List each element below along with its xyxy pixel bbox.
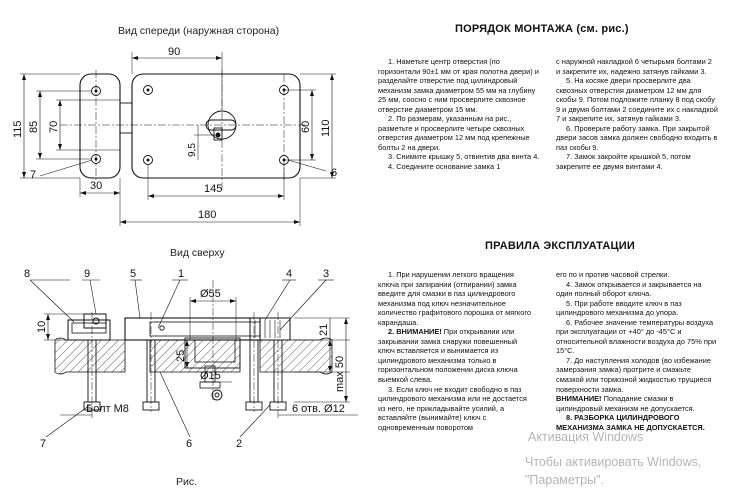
operation-col2 [556, 270, 718, 432]
operation-rule: 1. При нарушении легкого вращения ключа при запирании (отпирании) замка введите для смазки в паз цилиндрового механизма под ключ незначительное количество графитового порошка от мягкого карандаша. [378, 270, 531, 327]
callout-9: 9 [84, 268, 91, 280]
assembly-step: 6. Проверьте работу замка. При закрытой двери засов замка должен свободно входить в паз скобы 9. [556, 123, 718, 152]
callout-1: 1 [178, 268, 185, 280]
operation-col1 [378, 270, 535, 432]
assembly-col2 [556, 57, 718, 172]
activation-watermark-line2: Чтобы активировать Windows, [525, 455, 702, 469]
dim-180: 180 [198, 209, 217, 221]
bolt-label: Болт М8 [86, 403, 129, 415]
dim-90: 90 [168, 46, 181, 58]
callout-2: 2 [236, 438, 243, 450]
callout-4: 4 [286, 268, 293, 280]
operation-rule: 7. До наступления холодов (во избежание замерзания замка) протрите и смажьте смазкой или тормозной жидкостью трущиеся поверхности замка. [556, 355, 712, 394]
callout-7: 7 [30, 169, 37, 181]
figure-caption: Рис. [176, 476, 198, 488]
callout-6: 6 [186, 438, 193, 450]
dim-21: 21 [318, 323, 330, 336]
assembly-step: с наружной накладкой 6 четырьмя болтами 2 и закрепите их, надежно затянув гайками 3. [556, 57, 712, 76]
dim-85: 85 [28, 120, 40, 133]
callout-3: 3 [323, 268, 330, 280]
assembly-step: 5. На косяке двери просверлите два сквозных отверстия диаметром 12 мм для скобы 9. Потом подложите планку 8 под скобу 9 и двумя болтами 2 соедините их с накладкой 7 и закрепите их, затянув гайками 3. [556, 76, 718, 124]
assembly-step: 1. Наметьте центр отверстия (по горизонтали 90±1 мм от края полотна двери) и разделайте отверстие под цилиндровый механизм замка диаметром 55 мм на глубину 25 мм, соосно с ним просверлите сквозное отверстие диаметром 15 мм. [378, 57, 539, 114]
dim-max50: max 50 [334, 355, 346, 392]
dim-30: 30 [90, 180, 103, 192]
holes-label: 6 отв. Ø12 [292, 403, 345, 415]
operation-title: ПРАВИЛА ЭКСПЛУАТАЦИИ [485, 240, 635, 252]
top-view-caption: Вид сверху [170, 247, 225, 259]
operation-rule: его по и против часовой стрелки. [556, 270, 670, 279]
dim-70: 70 [48, 120, 60, 133]
operation-rule: 3. Если ключ не входит свободно в паз цилиндрового механизма или не достается из него, не прикладывайте усилий, а вставляйте (вынимайте) ключ с одновременным поворотом [378, 384, 527, 432]
operation-rule: 5. При работе вводите ключ в паз цилиндрового механизма до упора. [556, 298, 682, 318]
strike-bracket [84, 314, 106, 328]
assembly-step: 3. Снимите крышку 5, отвинтив два винта 4. [388, 152, 540, 162]
operation-rule: 6. Рабочее значение температуры воздуха при эксплуатации от +40° до -45°С и относительной влажности воздуха до 75% при 15°С. [556, 317, 717, 356]
bolt-stub [120, 103, 132, 133]
key-head [212, 390, 222, 400]
front-view [12, 46, 337, 226]
dim-145: 145 [204, 183, 223, 195]
callout-8: 8 [24, 268, 31, 280]
assembly-step: 4. Соедините основание замка 1 [388, 162, 501, 172]
dim-110: 110 [320, 119, 332, 137]
dim-60: 60 [300, 120, 312, 133]
operation-rule: ВНИМАНИЕ! Попадание смазки в цилиндровый механизм не допускается. [556, 394, 695, 413]
assembly-step: 7. Замок закройте крышкой 5, потом закрепите ее двумя винтами 4. [556, 152, 691, 172]
assembly-col1 [378, 57, 540, 172]
dim-d55: Ø55 [200, 288, 221, 300]
assembly-step: 2. По размерам, указанным на рис., разметьте и просверлите четыре сквозных отверстия диаметром 12 мм под крепежные болты 2 на двери. [378, 114, 530, 152]
activation-watermark-line3: "Параметры". [525, 473, 604, 487]
callout-6: 6 [331, 167, 338, 179]
activation-watermark-line1: Активация Windows [528, 430, 644, 444]
callout-5: 5 [130, 268, 137, 280]
dim-115: 115 [12, 120, 24, 138]
operation-rule: 2. ВНИМАНИЕ! При открывании или закрывании замка снаружи повешенный ключ вставляется и вынимается из цилиндрового механизма только в горизонтальном положении диска ключа выемкой слева. [378, 327, 518, 385]
dim-d15: Ø15 [200, 370, 221, 382]
operation-rule: 4. Замок открывается и закрывается на один полный оборот ключа. [556, 279, 702, 299]
front-view-caption: Вид спереди (наружная сторона) [118, 25, 280, 37]
operation-rule: 8. РАЗБОРКА ЦИЛИНДРОВОГО МЕХАНИЗМА ЗАМКА НЕ ДОПУСКАЕТСЯ. [556, 413, 705, 432]
dim-10: 10 [36, 320, 48, 333]
assembly-title: ПОРЯДОК МОНТАЖА (см. рис.) [455, 23, 629, 35]
lock-body-top [125, 318, 260, 340]
top-view [24, 268, 358, 450]
dim-25: 25 [175, 349, 187, 362]
dim-9-5: 9,5 [187, 143, 198, 157]
callout-7: 7 [40, 438, 47, 450]
lock-body [132, 74, 300, 178]
